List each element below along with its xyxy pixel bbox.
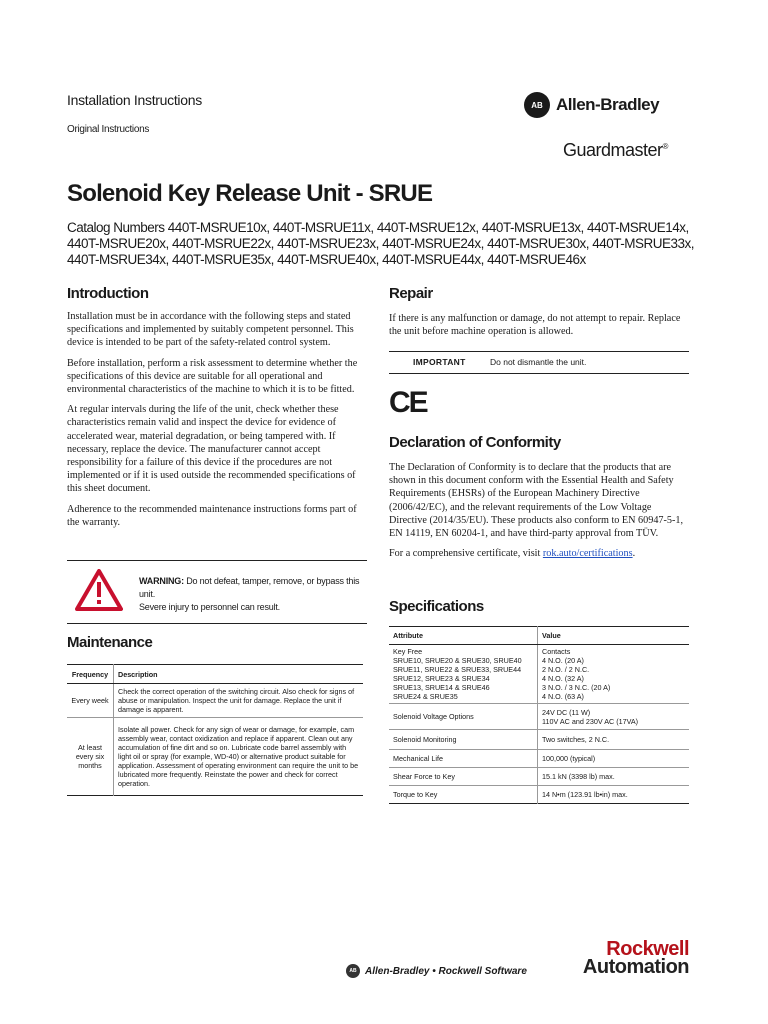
conformity-body <box>389 461 689 567</box>
repair-text: If there is any malfunction or damage, do not attempt to repair. Replace the unit before machine operation is allowed. <box>389 313 681 338</box>
frequency-cell: At least every six months <box>67 718 114 796</box>
repair-heading: Repair <box>389 285 433 302</box>
value-cell: 14 N•m (123.91 lb•in) max. <box>538 786 690 804</box>
value-cell: Contacts 4 N.O. (20 A) 2 N.O. / 2 N.C. 4 N.O. (32 A) 3 N.O. / 3 N.C. (20 A) 4 N.O. (63 A) <box>538 645 690 704</box>
attribute-cell: Solenoid Voltage Options <box>389 704 538 730</box>
catalog-numbers: Catalog Numbers 440T-MSRUE10x, 440T-MSRUE11x, 440T-MSRUE12x, 440T-MSRUE13x, 440T-MSRUE14x, 440T-MSRUE20x, 440T-MSRUE22x, 440T-MSRUE23x, 440T-MSRUE24x, 440T-MSRUE30x, 440T-MSRUE33x, 440T-MSRUE34x, 440T-MSRUE35x, 440T-MSRUE40x, 440T-MSRUE44x, 440T-MSRUE46x <box>67 220 694 267</box>
column-header: Value <box>538 627 690 645</box>
table-row <box>389 768 689 786</box>
doc-subtitle: Original Instructions <box>67 124 150 135</box>
maintenance-table <box>67 664 363 796</box>
rockwell-automation-logo <box>557 940 689 976</box>
ab-badge-icon: AB <box>524 92 550 118</box>
intro-paragraph: Adherence to the recommended maintenance instructions forms part of the warranty. <box>67 503 357 528</box>
value-cell: 15.1 kN (3398 lb) max. <box>538 768 690 786</box>
footer-brands <box>346 964 527 978</box>
important-label: IMPORTANT <box>413 357 466 367</box>
specifications-table <box>389 626 689 804</box>
attribute-cell: Torque to Key <box>389 786 538 804</box>
warning-line1: Do not defeat, tamper, remove, or bypass this unit. <box>139 576 360 599</box>
table-row <box>389 730 689 750</box>
attribute-cell: Solenoid Monitoring <box>389 730 538 750</box>
table-header-row <box>67 665 363 684</box>
registered-mark: ® <box>662 142 668 151</box>
ab-badge-icon: AB <box>346 964 360 978</box>
value-cell: 100,000 (typical) <box>538 750 690 768</box>
footer-brand-text: Allen-Bradley • Rockwell Software <box>365 965 527 977</box>
column-header: Description <box>114 665 364 684</box>
warning-text <box>139 575 364 614</box>
table-header-row <box>389 627 689 645</box>
warning-label: WARNING: <box>139 576 184 586</box>
table-row <box>389 645 689 704</box>
cert-suffix: . <box>632 548 636 560</box>
automation-text: Automation <box>582 956 689 978</box>
frequency-cell: Every week <box>67 684 114 718</box>
intro-paragraph: At regular intervals during the life of the unit, check whether these characteristics remain valid and inspect the device for evidence of accelerated wear, material degradation, or being tampered with. If necessary, replace the device. The manufacturer cannot accept responsibility for a failure of this device if the procedures are not implemented or if it is used outside the recommended specifications of this sheet document. <box>67 404 356 495</box>
value-cell: 24V DC (11 W) 110V AC and 230V AC (17VA) <box>538 704 690 730</box>
warning-triangle-icon <box>75 569 123 611</box>
intro-paragraph: Before installation, perform a risk assessment to determine whether the specifications of this device are suitable for all operational and environmental characteristics of the machine to which it is to be fitted. <box>67 357 358 396</box>
column-header: Attribute <box>389 627 538 645</box>
description-cell: Check the correct operation of the switching circuit. Also check for signs of abuse or manipulation. Inspect the unit for damage. Replace the unit if damage is apparent. <box>114 684 364 718</box>
conformity-text: The Declaration of Conformity is to declare that the products that are shown in this document conform with the Essential Health and Safety Requirements (EHSRs) of the European Machinery Directive (2006/42/EC), and the relevant requirements of the Low Voltage Directive (2014/35/EU). These products also conform to EN 60947-5-1, EN 14119, EN 60204-1, and have third-party approval from TÜV. <box>389 462 684 540</box>
attribute-cell: Key Free SRUE10, SRUE20 & SRUE30, SRUE40 SRUE11, SRUE22 & SRUE33, SRUE44 SRUE12, SRUE23 & SRUE34 SRUE13, SRUE14 & SRUE46 SRUE24 & SRUE35 <box>389 645 538 704</box>
maintenance-heading: Maintenance <box>67 634 153 651</box>
guardmaster-logo <box>563 140 668 161</box>
ce-mark-icon: CE <box>389 386 427 419</box>
rockwell-text: Rockwell <box>606 938 689 960</box>
warning-box <box>67 560 367 624</box>
introduction-heading: Introduction <box>67 285 149 302</box>
value-cell: Two switches, 2 N.C. <box>538 730 690 750</box>
brand-name: Allen-Bradley <box>556 95 660 114</box>
description-cell: Isolate all power. Check for any sign of wear or damage, for example, cam assembly wear, contact oxidization and replace if apparent. Clean out any accumulation of fine dirt and so on. Lubricate code barrel assembly with light oil or spray (for example, WD-40) or alternative product suitable for application. Assessment of operating environment can require the unit to be lubricated more frequently. Reinstate the power and check for correct operation. <box>114 718 364 796</box>
table-row <box>389 786 689 804</box>
certifications-link[interactable]: rok.auto/certifications <box>542 548 633 560</box>
certificate-line <box>389 547 689 560</box>
important-text: Do not dismantle the unit. <box>490 357 587 367</box>
conformity-heading: Declaration of Conformity <box>389 434 561 451</box>
table-row <box>67 684 363 718</box>
table-row <box>389 704 689 730</box>
table-row <box>389 750 689 768</box>
table-row <box>67 718 363 796</box>
doc-type: Installation Instructions <box>67 92 202 108</box>
cert-prefix: For a comprehensive certificate, visit <box>389 548 543 560</box>
intro-paragraph: Installation must be in accordance with the following steps and stated specifications and implemented by suitably competent personnel. This device is intended to be part of the safety-related control system. <box>67 311 354 349</box>
guardmaster-text: Guardmaster <box>563 140 663 160</box>
attribute-cell: Mechanical Life <box>389 750 538 768</box>
introduction-body <box>67 310 367 536</box>
page-title: Solenoid Key Release Unit - SRUE <box>67 180 433 207</box>
warning-line2: Severe injury to personnel can result. <box>139 602 280 612</box>
column-header: Frequency <box>67 665 114 684</box>
important-box <box>389 351 689 374</box>
allen-bradley-logo <box>524 92 659 118</box>
attribute-cell: Shear Force to Key <box>389 768 538 786</box>
specifications-heading: Specifications <box>389 598 484 615</box>
